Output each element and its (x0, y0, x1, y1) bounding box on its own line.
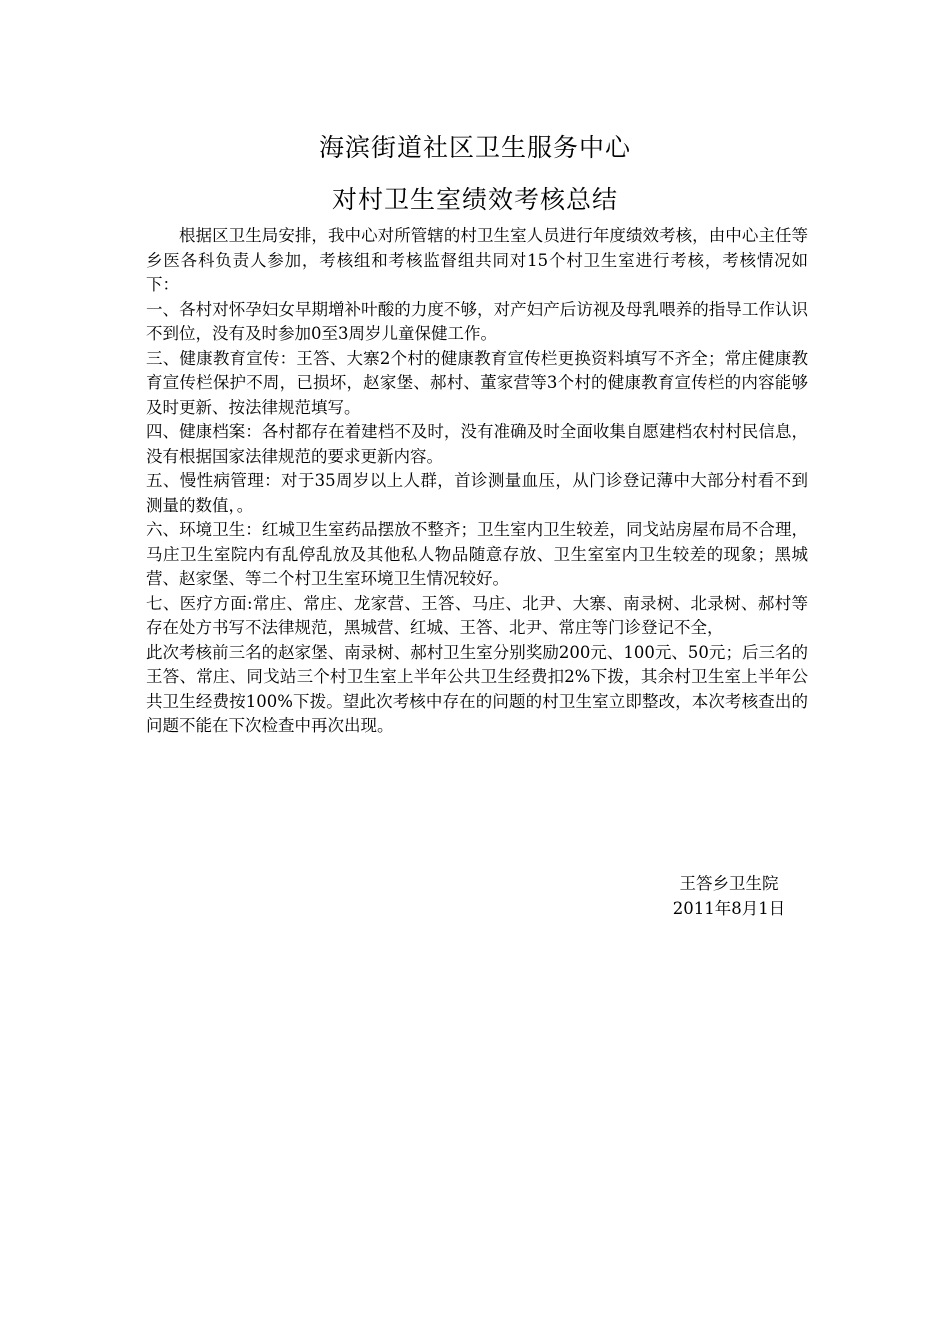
paragraph-item-7: 七、医疗方面:常庄、常庄、龙家营、王答、马庄、北尹、大寨、南录树、北录树、郝村等存在处方书写不法律规范，黑城营、红城、王答、北尹、常庄等门诊登记不全， (146, 593, 808, 637)
paragraph-item-6: 六、环境卫生：红城卫生室药品摆放不整齐；卫生室内卫生较差，同戈站房屋布局不合理，马庄卫生室院内有乱停乱放及其他私人物品随意存放、卫生室室内卫生较差的现象；黑城营、赵家堡、等二个村卫生室环境卫生情况较好。 (146, 520, 808, 588)
paragraph-item-1: 一、各村对怀孕妇女早期增补叶酸的力度不够，对产妇产后访视及母乳喂养的指导工作认识不到位，没有及时参加0至3周岁儿童保健工作。 (146, 299, 808, 343)
paragraph-item-4: 四、健康档案：各村都存在着建档不及时，没有准确及时全面收集自愿建档农村村民信息，没有根据国家法律规范的要求更新内容。 (146, 422, 808, 466)
document-subtitle: 对村卫生室绩效考核总结 (331, 185, 618, 214)
signature-date: 2011年8月1日 (672, 899, 786, 918)
paragraph-conclusion: 此次考核前三名的赵家堡、南录树、郝村卫生室分别奖励200元、100元、50元；后三名的王答、常庄、同戈站三个村卫生室上半年公共卫生经费扣2%下拨，其余村卫生室上半年公共卫生经费按100%下拨。望此次考核中存在的问题的村卫生室立即整改，本次考核查出的问题不能在下次检查中再次出现。 (146, 642, 808, 735)
paragraph-item-3: 三、健康教育宣传：王答、大寨2个村的健康教育宣传栏更换资料填写不齐全；常庄健康教育宣传栏保护不周，已损坏，赵家堡、郝村、董家营等3个村的健康教育宣传栏的内容能够及时更新、按法律规范填写。 (146, 348, 808, 417)
document-body (146, 224, 808, 739)
paragraph-intro: 根据区卫生局安排，我中心对所管辖的村卫生室人员进行年度绩效考核，由中心主任等乡医各科负责人参加，考核组和考核监督组共同对15个村卫生室进行考核，考核情况如下： (146, 226, 808, 294)
paragraph-item-5: 五、慢性病管理：对于35周岁以上人群，首诊测量血压，从门诊登记薄中大部分村看不到测量的数值，。 (146, 471, 808, 515)
signature-organization: 王答乡卫生院 (679, 874, 779, 893)
document-title: 海滨街道社区卫生服务中心 (318, 133, 631, 162)
